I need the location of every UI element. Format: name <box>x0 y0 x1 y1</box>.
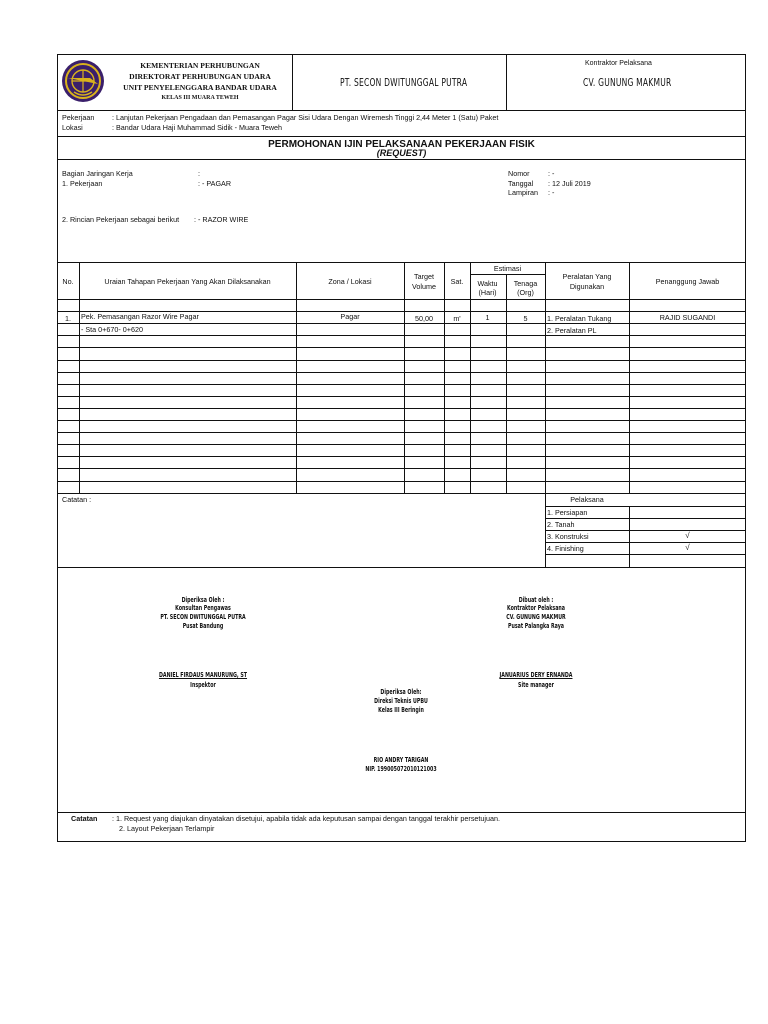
row-1-uraian: Pek. Pemasangan Razor Wire Pagar <box>81 312 199 321</box>
sig-left-role: Diperiksa Oleh : <box>181 596 225 604</box>
notes-label: Catatan <box>71 814 98 823</box>
form-subtitle: (REQUEST) <box>376 148 427 158</box>
col-line <box>470 262 471 493</box>
row-2-uraian: - Sta 0+670- 0+620 <box>81 325 143 334</box>
pekerjaan-item-value: : - PAGAR <box>198 179 232 188</box>
class-line: KELAS III MUARA TEWEH <box>161 95 239 101</box>
pelaksana-item: 3. Konstruksi <box>547 532 589 541</box>
pelaksana-line <box>545 518 746 519</box>
rincian-value: : - RAZOR WIRE <box>194 215 249 224</box>
lokasi-value: : Bandar Udara Haji Muhammad Sidik - Muara Teweh <box>112 123 283 132</box>
ministry-line: UNIT PENYELENGGARA BANDAR UDARA <box>123 83 277 92</box>
checkmark-icon: √ <box>685 531 690 540</box>
form-frame <box>57 54 746 842</box>
row-line <box>57 481 746 482</box>
row-1-tenaga: 5 <box>523 314 528 323</box>
ministry-line: DIREKTORAT PERHUBUNGAN UDARA <box>129 72 271 81</box>
col-line <box>404 262 405 493</box>
row-line <box>57 360 746 361</box>
divider <box>57 812 746 813</box>
ministry-line: KEMENTERIAN PERHUBUNGAN <box>140 61 260 70</box>
consultant-name: PT. SECON DWITUNGGAL PUTRA <box>340 77 468 89</box>
col-target: Target Volume <box>412 272 436 291</box>
col-peralatan: Peralatan Yang Digunakan <box>562 272 612 291</box>
row-line <box>57 456 746 457</box>
col-waktu: Waktu (Hari) <box>477 279 498 298</box>
pelaksana-title: Pelaksana <box>570 495 604 504</box>
sig-right-role: Dibuat oleh : <box>518 596 554 604</box>
col-line <box>629 262 630 493</box>
table-header-bottom <box>57 299 746 300</box>
row-1-penanggung: RAJID SUGANDI <box>659 313 716 322</box>
catatan-label: Catatan : <box>62 495 92 504</box>
col-line <box>506 274 507 493</box>
bagian-value: : <box>198 169 200 178</box>
col-estimasi: Estimasi <box>493 264 522 273</box>
row-line <box>57 384 746 385</box>
row-1-peralatan: 1. Peralatan Tukang <box>547 314 612 323</box>
sig-right-name: JANUARIUS DERY ERNANDA <box>499 671 573 679</box>
sig-right-org: CV. GUNUNG MAKMUR <box>506 613 566 621</box>
sig-center-nip: NIP. 199005072010121003 <box>365 765 437 773</box>
lampiran-value: : - <box>548 188 555 197</box>
sig-center-role: Diperiksa Oleh: <box>380 688 422 696</box>
pekerjaan-item-label: 1. Pekerjaan <box>62 179 103 188</box>
row-line <box>57 396 746 397</box>
nomor-value: : - <box>548 169 555 178</box>
ministry-logo <box>60 58 106 104</box>
col-line <box>296 262 297 493</box>
pelaksana-line <box>545 542 746 543</box>
header-divider <box>57 110 746 111</box>
sig-right-title: Site manager <box>518 681 554 689</box>
lokasi-label: Lokasi <box>62 123 83 132</box>
sig-center-place: Kelas III Beringin <box>378 706 424 714</box>
sig-right-sub: Kontraktor Pelaksana <box>506 604 566 612</box>
row-1-waktu: 1 <box>485 313 490 322</box>
sig-left-org: PT. SECON DWITUNGGAL PUTRA <box>160 613 246 621</box>
row-line <box>57 347 746 348</box>
col-tenaga: Tenaga (Org) <box>513 279 538 298</box>
col-line <box>79 262 80 493</box>
row-line <box>57 372 746 373</box>
pelaksana-line <box>545 554 746 555</box>
header-col-divider <box>292 54 293 110</box>
nomor-label: Nomor <box>508 169 530 178</box>
row-1-target: 50,00 <box>415 314 433 323</box>
sig-left-name: DANIEL FIRDAUS MANURUNG, ST <box>158 671 248 679</box>
row-line <box>57 493 746 494</box>
notes-line: 2. Layout Pekerjaan Terlampir <box>119 824 215 833</box>
pelaksana-item: 4. Finishing <box>547 544 584 553</box>
row-1-zona: Pagar <box>340 312 360 321</box>
pelaksana-line <box>545 506 746 507</box>
row-line <box>57 323 746 324</box>
sig-right-place: Pusat Palangka Raya <box>507 622 565 630</box>
col-uraian: Uraian Tahapan Pekerjaan Yang Akan Dilaksanakan <box>104 277 271 286</box>
col-penanggung: Penanggung Jawab <box>655 277 720 286</box>
tanggal-label: Tanggal <box>508 179 534 188</box>
col-zona: Zona / Lokasi <box>328 277 372 286</box>
col-no: No. <box>62 277 74 286</box>
row-line <box>57 420 746 421</box>
row-line <box>57 335 746 336</box>
row-line <box>57 432 746 433</box>
sig-center-sub: Direksi Teknis UPBU <box>374 697 428 705</box>
sig-left-sub: Konsultan Pengawas <box>175 604 231 612</box>
table-top <box>57 262 746 263</box>
checkmark-icon: √ <box>685 543 690 552</box>
pelaksana-item: 1. Persiapan <box>547 508 588 517</box>
bagian-label: Bagian Jaringan Kerja <box>62 169 133 178</box>
sig-left-title: Inspektor <box>190 681 216 689</box>
row-1-sat: m' <box>453 314 461 323</box>
notes-line: : 1. Request yang diajukan dinyatakan disetujui, apabila tidak ada keputusan sampai dengan tanggal terakhir persetujuan. <box>112 814 500 823</box>
sig-center-name: RIO ANDRY TARIGAN <box>373 756 429 764</box>
row-2-peralatan: 2. Peralatan PL <box>547 326 597 335</box>
tanggal-value: : 12 Juli 2019 <box>548 179 591 188</box>
estimasi-divider <box>470 274 545 275</box>
form-title: PERMOHONAN IJIN PELAKSANAAN PEKERJAAN FISIK <box>268 139 535 150</box>
col-line <box>545 262 546 493</box>
divider <box>57 159 746 160</box>
contractor-name: CV. GUNUNG MAKMUR <box>583 77 672 89</box>
row-line <box>57 444 746 445</box>
row-1-no: 1. <box>65 314 71 323</box>
divider <box>57 136 746 137</box>
col-sat: Sat. <box>450 277 464 286</box>
pekerjaan-label: Pekerjaan <box>62 113 95 122</box>
lampiran-label: Lampiran <box>508 188 538 197</box>
pekerjaan-value: : Lanjutan Pekerjaan Pengadaan dan Pemasangan Pagar Sisi Udara Dengan Wiremesh Tinggi 2,44 Meter 1 (Satu) Paket <box>112 113 499 122</box>
col-line <box>444 262 445 493</box>
pelaksana-item: 2. Tanah <box>547 520 575 529</box>
contractor-label: Kontraktor Pelaksana <box>585 60 652 67</box>
rincian-label: 2. Rincian Pekerjaan sebagai berikut <box>62 215 180 224</box>
pelaksana-line <box>545 530 746 531</box>
row-line <box>57 468 746 469</box>
divider <box>57 567 746 568</box>
row-line <box>57 408 746 409</box>
sig-left-place: Pusat Bandung <box>182 622 224 630</box>
header-col-divider <box>506 54 507 110</box>
